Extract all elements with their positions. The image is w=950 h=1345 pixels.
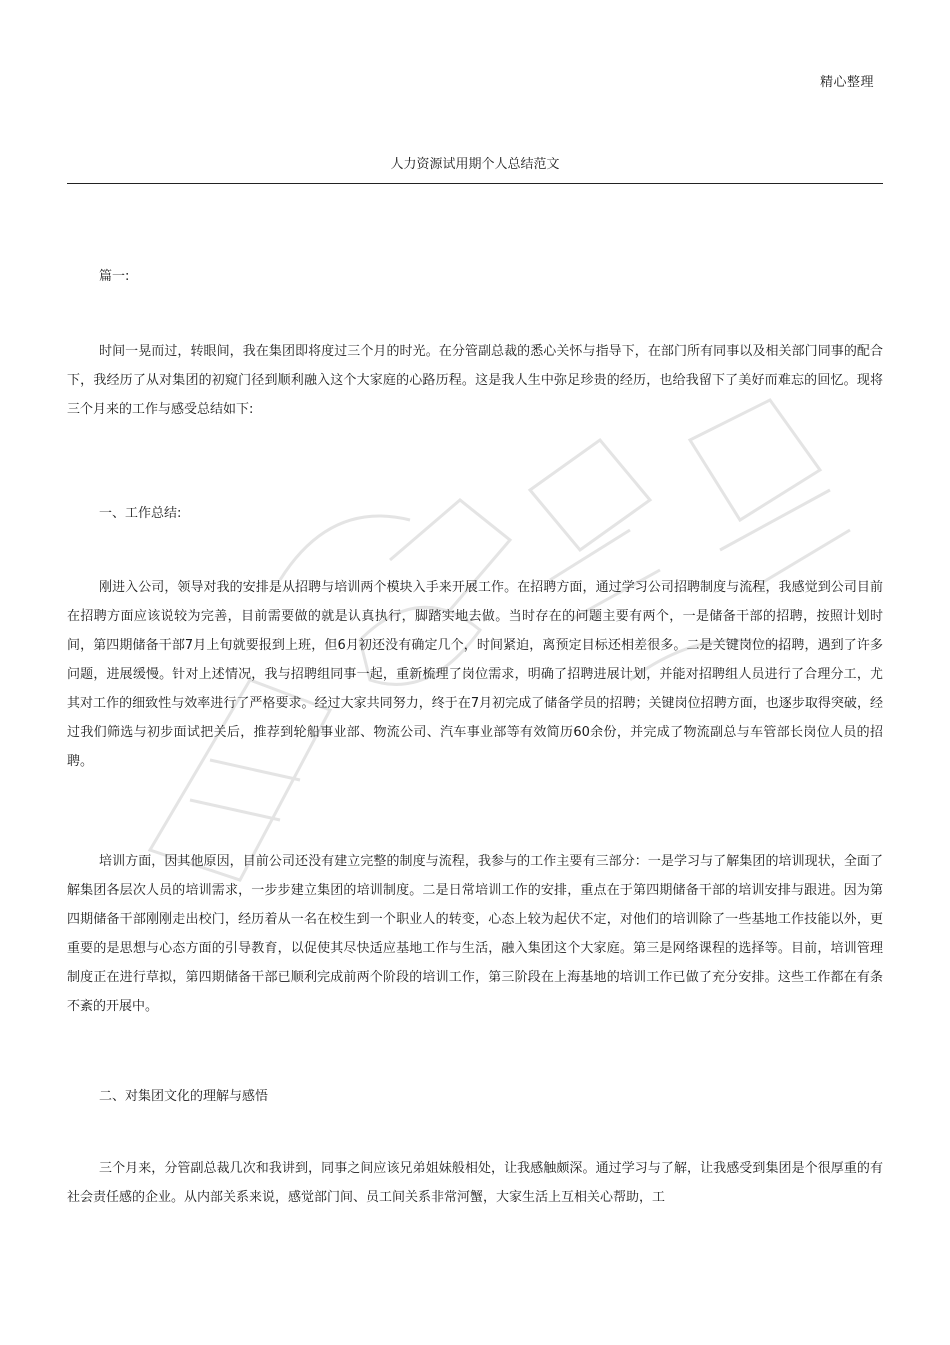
section2-heading: 二、对集团文化的理解与感悟	[99, 1089, 269, 1104]
part-label: 篇一:	[99, 269, 130, 284]
section2-paragraph: 三个月来，分管副总裁几次和我讲到，同事之间应该兄弟姐妹般相处，让我感触颇深。通过学习与了解，让我感受到集团是个很厚重的有社会责任感的企业。从内部关系来说，感觉部门间、员工间关系非常河蟹，大家生活上互相关心帮助，工	[67, 1161, 883, 1205]
title-divider	[67, 183, 883, 184]
document-title: 人力资源试用期个人总结范文	[390, 157, 560, 172]
section1-heading: 一、工作总结:	[99, 506, 182, 521]
intro-paragraph: 时间一晃而过，转眼间，我在集团即将度过三个月的时光。在分管副总裁的悉心关怀与指导下，在部门所有同事以及相关部门同事的配合下，我经历了从对集团的初窥门径到顺利融入这个大家庭的心路历程。这是我人生中弥足珍贵的经历，也给我留下了美好而难忘的回忆。现将三个月来的工作与感受总结如下:	[67, 344, 883, 417]
section1-paragraph-training: 培训方面，因其他原因，目前公司还没有建立完整的制度与流程，我参与的工作主要有三部分：一是学习与了解集团的培训现状，全面了解集团各层次人员的培训需求，一步步建立集团的培训制度。二是日常培训工作的安排，重点在于第四期储备干部的培训安排与跟进。因为第四期储备干部刚刚走出校门，经历着从一名在校生到一个职业人的转变，心态上较为起伏不定，对他们的培训除了一些基地工作技能以外，更重要的是思想与心态方面的引导教育，以促使其尽快适应基地工作与生活，融入集团这个大家庭。第三是网络课程的选择等。目前，培训管理制度正在进行草拟，第四期储备干部已顺利完成前两个阶段的培训工作，第三阶段在上海基地的培训工作已做了充分安排。这些工作都在有条不紊的开展中。	[67, 854, 883, 1014]
header-label: 精心整理	[819, 75, 874, 90]
section1-paragraph-recruitment: 刚进入公司，领导对我的安排是从招聘与培训两个模块入手来开展工作。在招聘方面，通过学习公司招聘制度与流程，我感觉到公司目前在招聘方面应该说较为完善，目前需要做的就是认真执行，脚踏实地去做。当时存在的问题主要有两个，一是储备干部的招聘，按照计划时间，第四期储备干部7月上旬就要报到上班，但6月初还没有确定几个，时间紧迫，离预定目标还相差很多。二是关键岗位的招聘，遇到了许多问题，进展缓慢。针对上述情况，我与招聘组同事一起，重新梳理了岗位需求，明确了招聘进展计划，并能对招聘组人员进行了合理分工，尤其对工作的细致性与效率进行了严格要求。经过大家共同努力，终于在7月初完成了储备学员的招聘；关键岗位招聘方面，也逐步取得突破，经过我们筛选与初步面试把关后，推荐到轮船事业部、物流公司、汽车事业部等有效简历60余份，并完成了物流副总与车管部长岗位人员的招聘。	[67, 580, 883, 769]
